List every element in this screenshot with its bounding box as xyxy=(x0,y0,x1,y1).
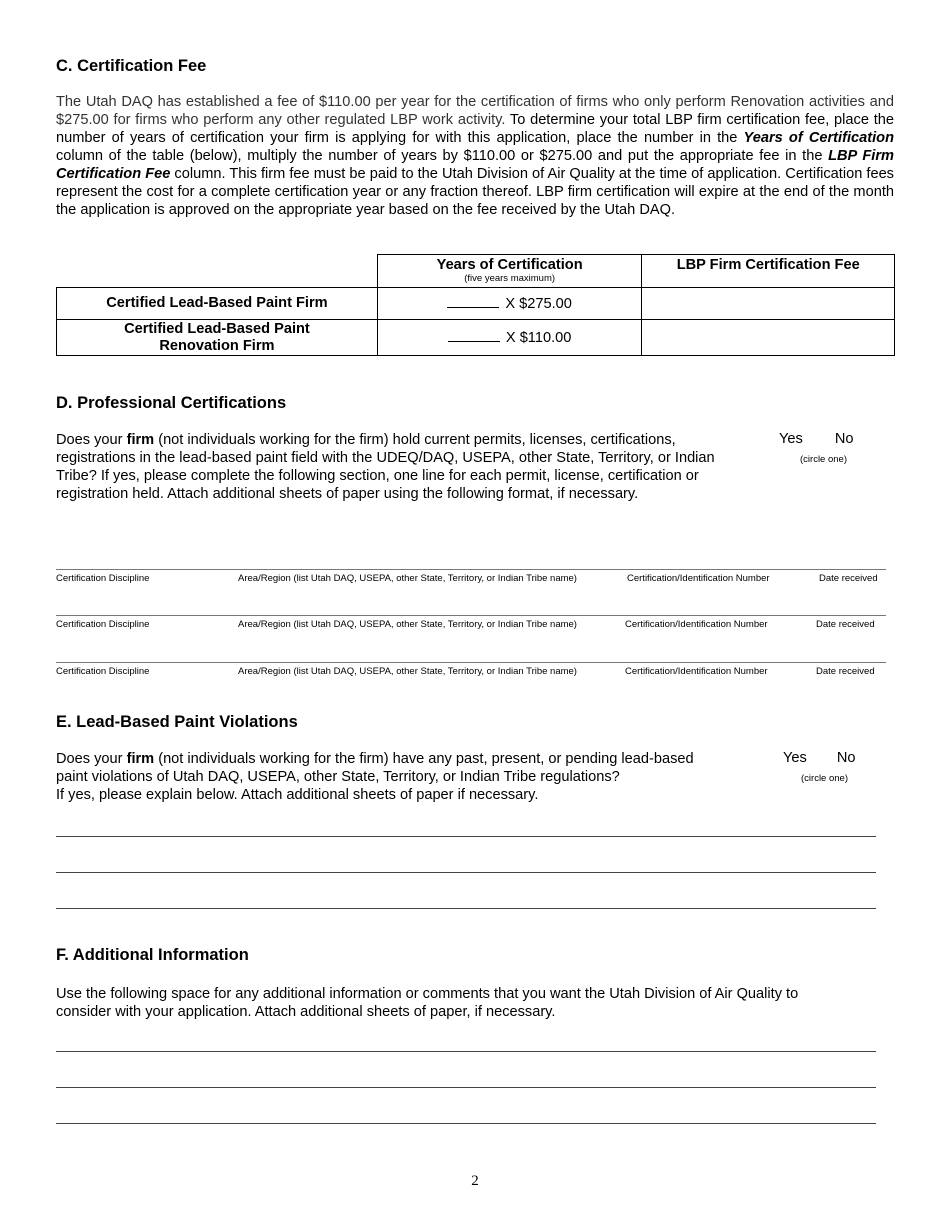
table-row xyxy=(57,288,895,320)
section-e-paragraph xyxy=(56,750,756,804)
explanation-line[interactable] xyxy=(56,836,876,837)
fee-header xyxy=(642,255,895,288)
section-d-paragraph xyxy=(56,431,718,503)
comment-line[interactable] xyxy=(56,1087,876,1088)
row-label xyxy=(57,320,378,356)
row-label: Certified Lead-Based Paint Firm xyxy=(57,288,378,320)
question-text: Does your xyxy=(56,751,127,767)
date-label: Date received xyxy=(816,666,875,677)
question-text-2: (not individuals working for the firm) have any past, present, or pending lead-based xyxy=(154,751,694,767)
violation-question-line3: If yes, please explain below. Attach additional sheets of paper if necessary. xyxy=(56,787,539,803)
section-f-heading: F. Additional Information xyxy=(56,946,249,964)
section-c-heading: C. Certification Fee xyxy=(56,57,207,75)
circle-one-note: (circle one) xyxy=(801,773,848,784)
area-label: Area/Region (list Utah DAQ, USEPA, other State, Territory, or Indian Tribe name) xyxy=(238,619,577,630)
number-label: Certification/Identification Number xyxy=(625,666,768,677)
form-page xyxy=(56,0,894,1230)
comment-line[interactable] xyxy=(56,1123,876,1124)
cert-row-labels xyxy=(56,619,894,631)
discipline-label: Certification Discipline xyxy=(56,573,150,584)
fee-table xyxy=(56,254,895,356)
fee-instructions-text-3: column. This firm fee must be paid to the Utah Division of Air Quality at the time of application. Certification fees represent the cost for a complete certification year or any fraction thereof. LBP firm certification will expire at the end of the month the application is approved on the appropriate year based on the fee received by the Utah DAQ. xyxy=(56,166,894,218)
years-blank[interactable] xyxy=(447,295,499,308)
years-term: Years of Certification xyxy=(743,130,894,146)
years-header-note: (five years maximum) xyxy=(464,273,556,284)
yes-no-choice xyxy=(783,750,856,766)
yes-no-choice xyxy=(779,431,854,447)
cert-entry-line[interactable] xyxy=(56,662,886,663)
no-option[interactable]: No xyxy=(834,431,854,447)
fee-instructions-text: To determine your total LBP firm certification fee, place the number of years of certification your firm is applying for with this application, place the number in the xyxy=(56,112,894,146)
discipline-label: Certification Discipline xyxy=(56,666,150,677)
cert-row-labels xyxy=(56,666,894,678)
cert-entry-line[interactable] xyxy=(56,615,886,616)
number-label: Certification/Identification Number xyxy=(625,619,768,630)
section-e-heading: E. Lead-Based Paint Violations xyxy=(56,713,298,731)
yes-option[interactable]: Yes xyxy=(779,431,803,447)
fee-term: LBP Firm Certification Fee xyxy=(56,148,895,182)
years-cell xyxy=(377,288,642,320)
firm-term: firm xyxy=(126,432,155,448)
rate-text: X $110.00 xyxy=(505,330,572,346)
area-label: Area/Region (list Utah DAQ, USEPA, other State, Territory, or Indian Tribe name) xyxy=(238,666,577,677)
date-label: Date received xyxy=(816,619,875,630)
section-d-heading: D. Professional Certifications xyxy=(56,394,287,412)
explanation-line[interactable] xyxy=(56,908,876,909)
years-header xyxy=(377,255,642,288)
firm-term: firm xyxy=(126,751,155,767)
section-f-paragraph xyxy=(56,985,894,1021)
years-header-label: Years of Certification xyxy=(436,257,583,273)
fee-instructions-text-2: column of the table (below), multiply the number of years by $110.00 or $275.00 and put the appropriate fee in the xyxy=(56,148,829,164)
explanation-line[interactable] xyxy=(56,872,876,873)
section-c-paragraph xyxy=(56,93,894,219)
number-label: Certification/Identification Number xyxy=(627,573,770,584)
question-text: Does your xyxy=(56,432,127,448)
yes-option[interactable]: Yes xyxy=(783,750,807,766)
no-option[interactable]: No xyxy=(836,750,856,766)
discipline-label: Certification Discipline xyxy=(56,619,150,630)
violation-question-line1 xyxy=(56,750,756,768)
area-label: Area/Region (list Utah DAQ, USEPA, other State, Territory, or Indian Tribe name) xyxy=(238,573,577,584)
additional-info-line2: consider with your application. Attach additional sheets of paper, if necessary. xyxy=(56,1004,556,1020)
row-label-line2: Renovation Firm xyxy=(159,337,275,354)
fee-cell[interactable] xyxy=(642,288,895,320)
date-label: Date received xyxy=(819,573,878,584)
years-cell xyxy=(377,320,642,356)
additional-info-line1: Use the following space for any additional information or comments that you want the Utah Division of Air Quality to xyxy=(56,986,799,1002)
fee-cell[interactable] xyxy=(642,320,895,356)
violation-question-line2: paint violations of Utah DAQ, USEPA, other State, Territory, or Indian Tribe regulations? xyxy=(56,769,620,785)
comment-line[interactable] xyxy=(56,1051,876,1052)
cert-row-labels xyxy=(56,573,894,585)
question-text-2: (not individuals working for the firm) hold current permits, licenses, certifications, registrations in the lead-based paint field with the UDEQ/DAQ, USEPA, other State, Territory, or Indian Tribe? If yes, please complete the following section, one line for each permit, license, certification or registration held. Attach additional sheets of paper using the following format, if necessary. xyxy=(56,432,715,502)
row-label-line1: Certified Lead-Based Paint xyxy=(124,320,310,337)
fee-intro-text: The Utah DAQ has established a fee of $110.00 per year for the certification of firms who only perform Renovation activities and $275.00 for firms who perform any other regulated LBP work activity. xyxy=(56,94,894,128)
table-row xyxy=(57,320,895,356)
rate-text: X $275.00 xyxy=(505,296,572,312)
years-blank[interactable] xyxy=(448,329,500,342)
circle-one-note: (circle one) xyxy=(800,454,847,465)
fee-header-label: LBP Firm Certification Fee xyxy=(676,257,860,273)
table-corner xyxy=(57,255,378,288)
cert-entry-line[interactable] xyxy=(56,569,886,570)
page-number: 2 xyxy=(471,1173,479,1189)
